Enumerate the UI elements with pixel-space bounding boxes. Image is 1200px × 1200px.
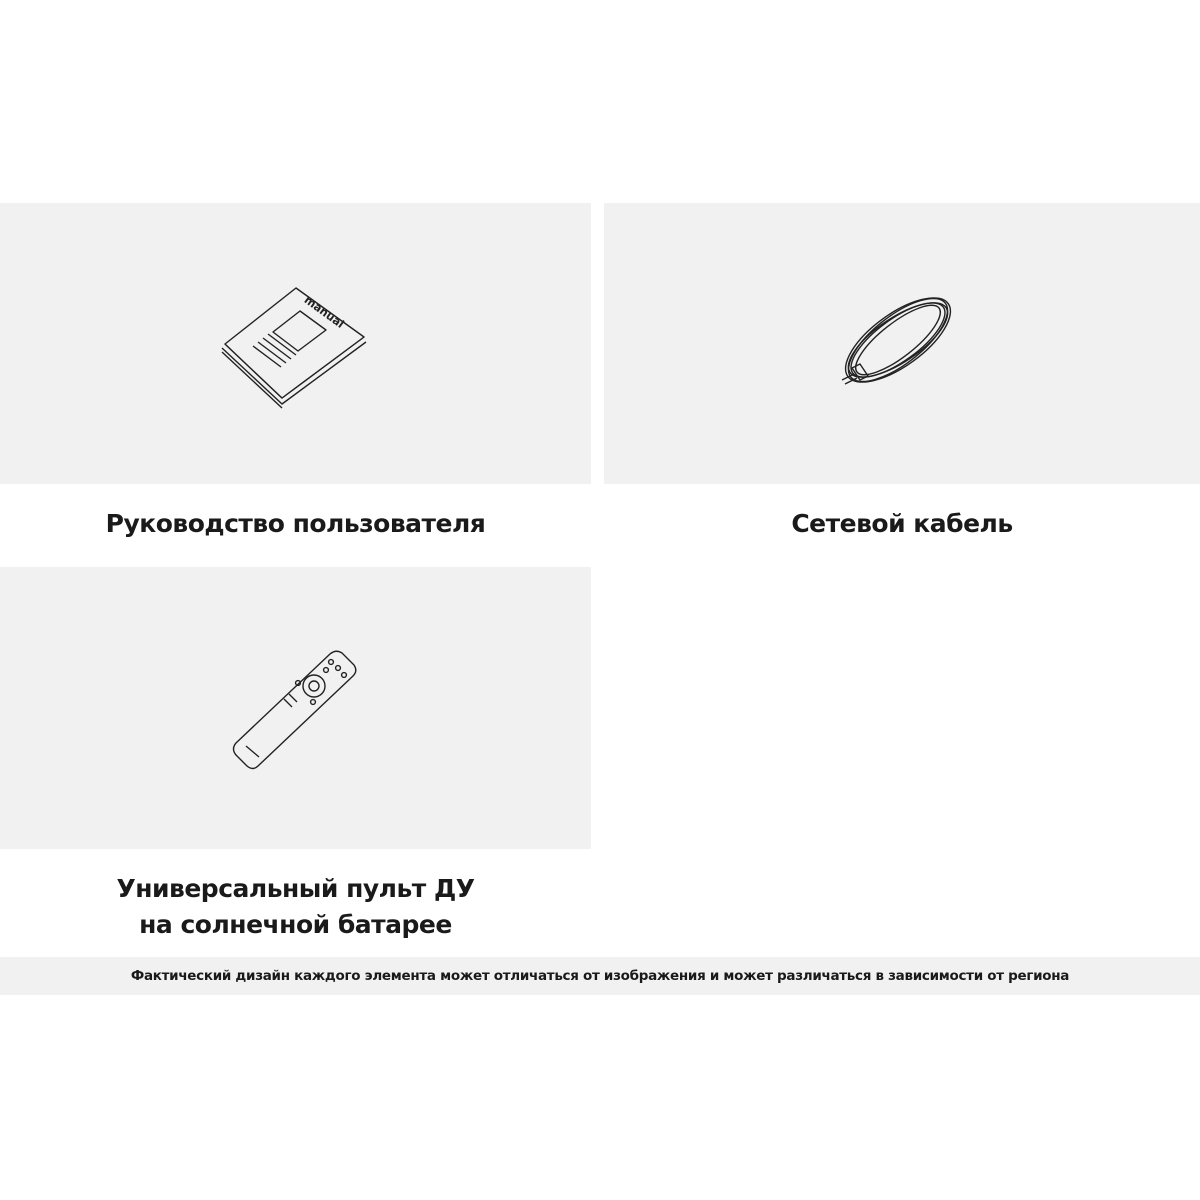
remote-label-line2: на солнечной батарее <box>139 910 452 939</box>
manual-icon-text: manual <box>301 293 347 331</box>
disclaimer: Фактический дизайн каждого элемента может отличаться от изображения и может различаться в зависимости от региона <box>0 957 1200 995</box>
remote-control-icon <box>228 645 363 775</box>
power-cable-icon <box>832 280 967 410</box>
manual-icon <box>218 282 373 407</box>
remote-label-line1: Универсальный пульт ДУ <box>116 874 475 903</box>
manual-label: Руководство пользователя <box>105 509 486 538</box>
power-cable-label: Сетевой кабель <box>791 509 1013 538</box>
remote-label <box>0 871 591 943</box>
